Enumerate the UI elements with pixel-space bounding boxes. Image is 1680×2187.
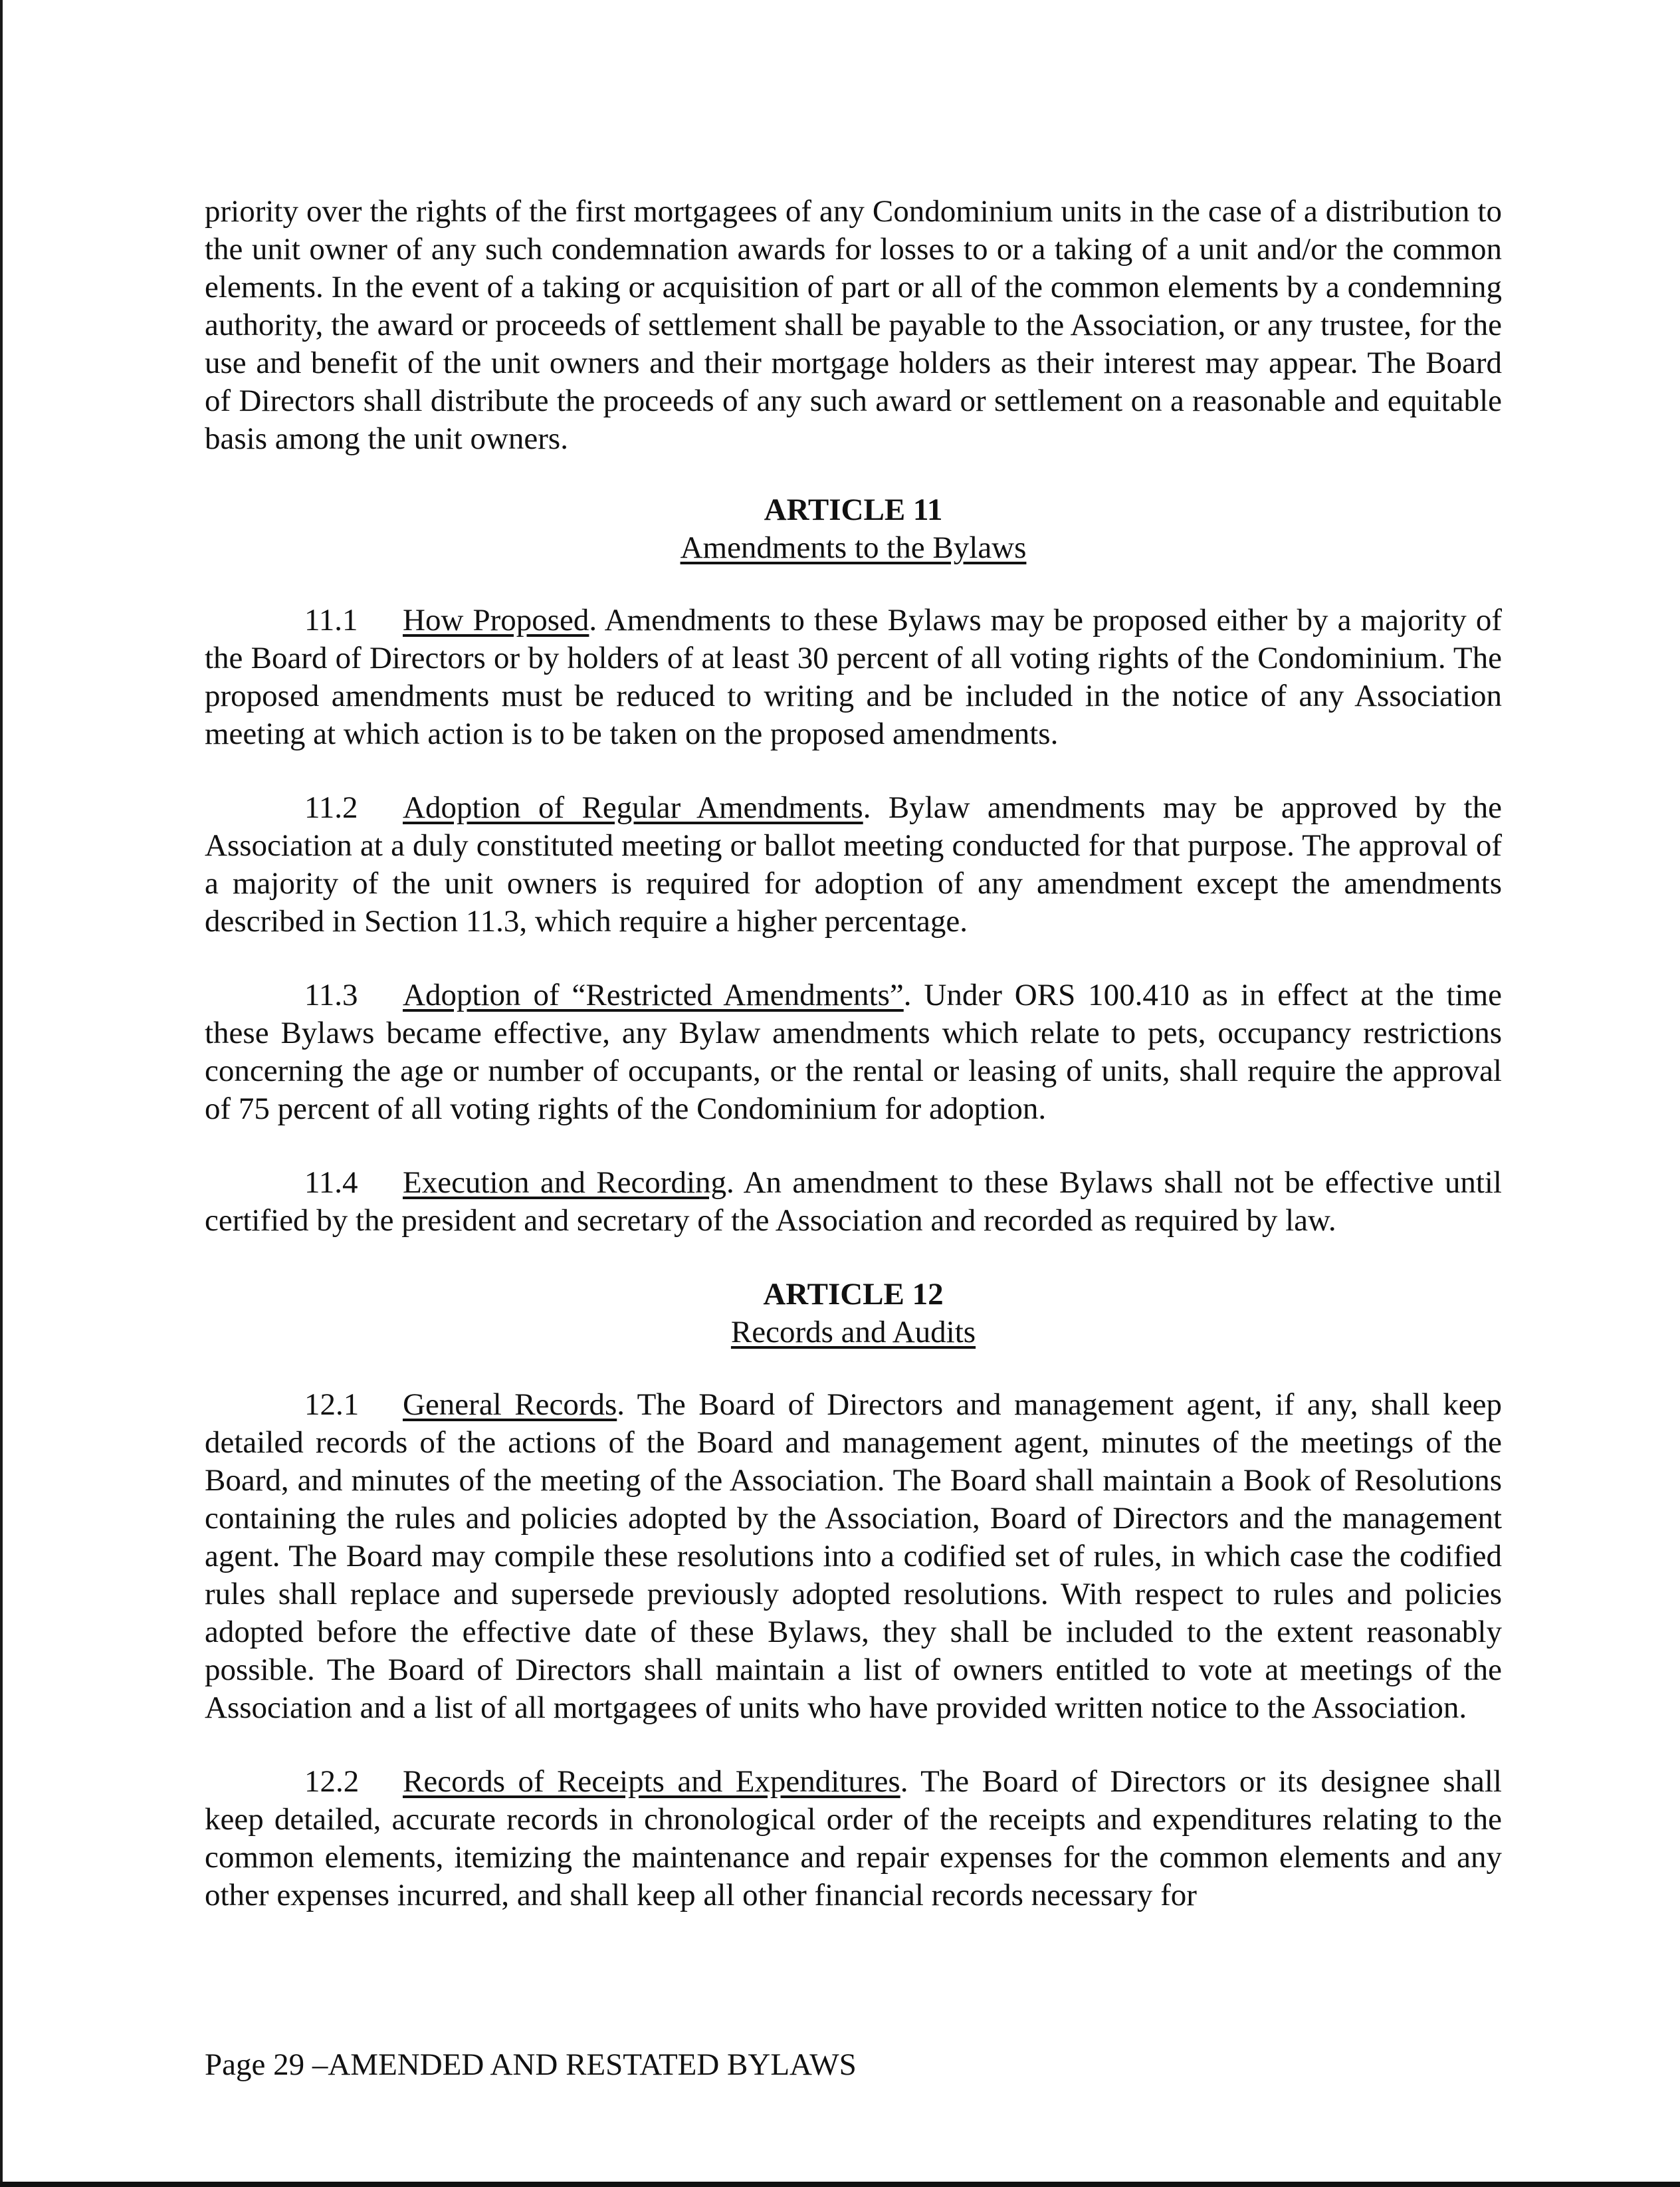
section-body: . The Board of Directors and management agent, if any, shall keep detailed records of the actions of the Board and management agent, minutes of the meetings of the Board, and minutes of the meeting of the Association. The Board shall maintain a Book of Resolutions containing the rules and policies adopted by the Association, Board of Directors and the management agent. The Board may compile these resolutions into a codified set of rules, in which case the codified rules shall replace and supersede previously adopted resolutions. With respect to rules and policies adopted before the effective date of these Bylaws, they shall be included to the extent reasonably possible. The Board of Directors shall maintain a list of owners entitled to vote at meetings of the Association and a list of all mortgagees of units who have provided written notice to the Association. <box>205 1387 1503 1725</box>
section-heading: Records of Receipts and Expenditures <box>403 1764 900 1799</box>
article-12-title: ARTICLE 12 <box>763 1277 944 1312</box>
section-12-1 <box>205 1386 1502 1727</box>
section-body: . The Board of Directors or its designee shall keep detailed, accurate records in chronological order of the receipts and expenditures relating to the common elements, itemizing the maintenance and repair expenses for the common elements and any other expenses incurred, and shall keep all other financial records necessary for <box>205 1764 1502 1912</box>
section-number: 11.4 <box>304 1165 358 1200</box>
section-number: 11.3 <box>304 978 358 1012</box>
section-number: 12.2 <box>304 1764 360 1799</box>
section-number: 11.1 <box>304 603 358 637</box>
section-12-2 <box>205 1763 1502 1914</box>
section-11-3 <box>205 977 1502 1128</box>
article-12-subtitle: Records and Audits <box>730 1315 976 1349</box>
section-11-1 <box>205 602 1502 753</box>
section-11-4 <box>205 1164 1502 1240</box>
section-heading: Execution and Recording <box>403 1165 727 1200</box>
document-page <box>205 193 1502 1950</box>
section-heading: Adoption of “Restricted Amendments” <box>403 978 904 1012</box>
section-heading: How Proposed <box>403 603 589 637</box>
article-11-header <box>205 491 1502 567</box>
section-body: . Under ORS 100.410 as in effect at the time these Bylaws became effective, any Bylaw amendments which relate to pets, occupancy restrictions concerning the age or number of occupants, or the rental or leasing of units, shall require the approval of 75 percent of all voting rights of the Condominium for adoption. <box>205 978 1503 1126</box>
section-body: . Bylaw amendments may be approved by the Association at a duly constituted meeting or ballot meeting conducted for that purpose. The approval of a majority of the unit owners is required for adoption of any amendment except the amendments described in Section 11.3, which require a higher percentage. <box>205 790 1502 939</box>
section-heading: Adoption of Regular Amendments <box>403 790 863 825</box>
article-11-title: ARTICLE 11 <box>764 493 943 527</box>
section-body: . An amendment to these Bylaws shall not be effective until certified by the president and secretary of the Association and recorded as required by law. <box>205 1165 1502 1238</box>
intro-paragraph: priority over the rights of the first mortgagees of any Condominium units in the case of a distribution to the unit owner of any such condemnation awards for losses to or a taking of a unit and/or the common elements. In the event of a taking or acquisition of part or all of the common elements by a condemning authority, the award or proceeds of settlement shall be payable to the Association, or any trustee, for the use and benefit of the unit owners and their mortgage holders as their interest may appear. The Board of Directors shall distribute the proceeds of any such award or settlement on a reasonable and equitable basis among the unit owners. <box>205 194 1502 456</box>
scan-left-border <box>0 0 3 2187</box>
section-11-2 <box>205 789 1502 941</box>
section-heading: General Records <box>403 1387 617 1422</box>
section-number: 12.1 <box>304 1387 360 1422</box>
scan-bottom-border <box>0 2182 1680 2187</box>
article-11-subtitle: Amendments to the Bylaws <box>680 530 1027 565</box>
page-footer: Page 29 –AMENDED AND RESTATED BYLAWS <box>205 2047 857 2082</box>
section-body: . Amendments to these Bylaws may be proposed either by a majority of the Board of Directors or by holders of at least 30 percent of all voting rights of the Condominium. The proposed amendments must be reduced to writing and be included in the notice of any Association meeting at which action is to be taken on the proposed amendments. <box>205 603 1502 751</box>
article-12-header <box>205 1276 1502 1351</box>
section-number: 11.2 <box>304 790 358 825</box>
